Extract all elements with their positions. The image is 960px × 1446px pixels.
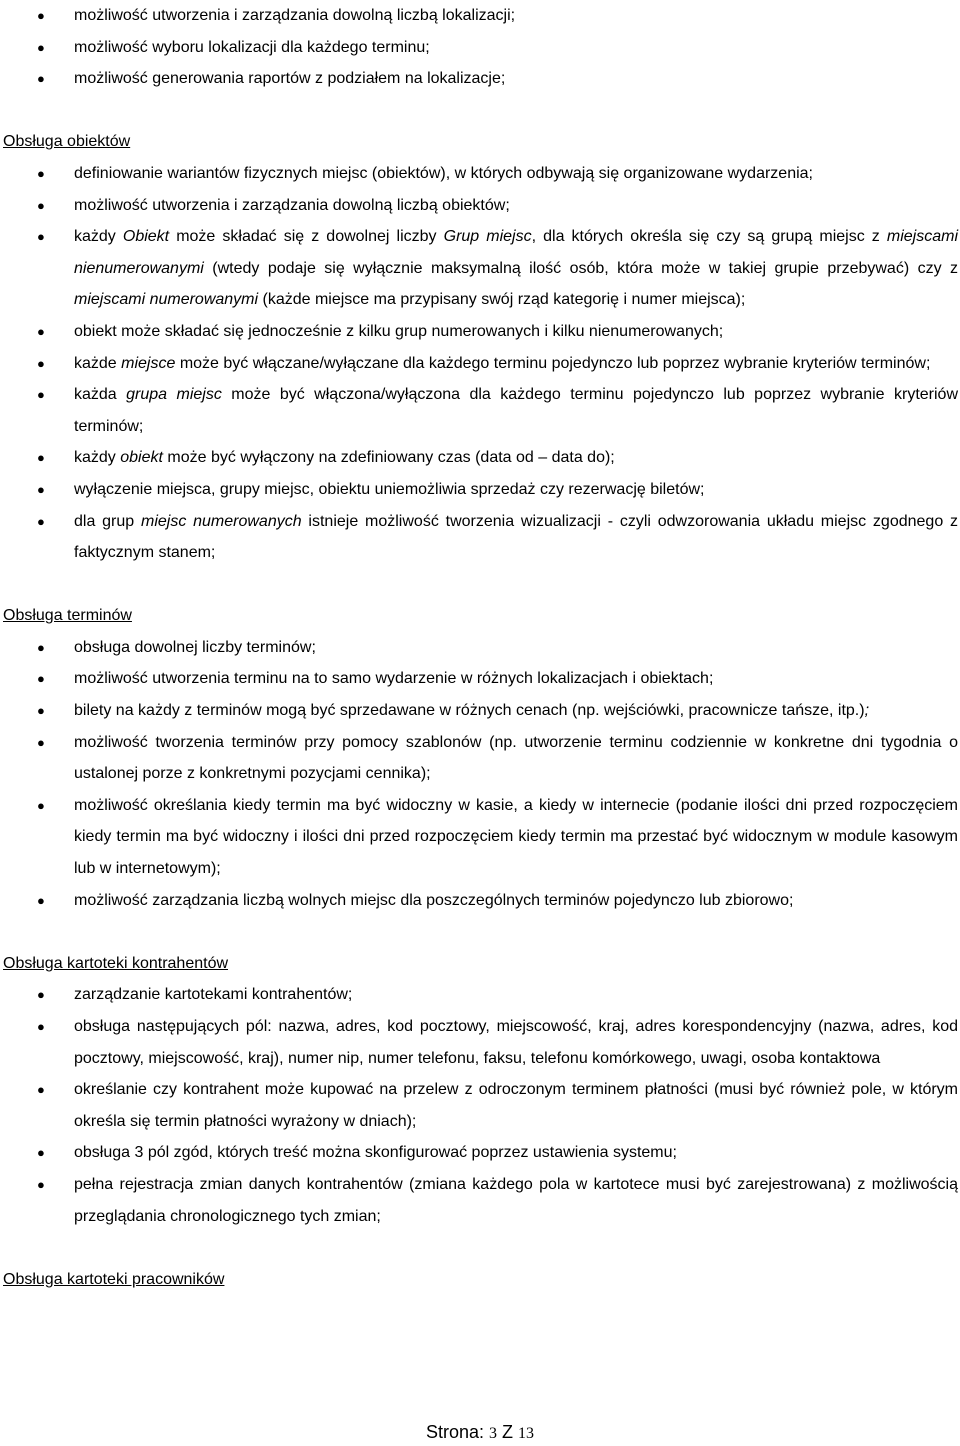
- list-item: [3, 1169, 958, 1232]
- list-item: [3, 348, 958, 380]
- list-item: [3, 506, 958, 569]
- italic-term: Obiekt: [122, 228, 170, 246]
- list-item: [3, 190, 958, 222]
- item-text: obsługa następujących pól: nazwa, adres, kod pocztowy, miejscowość, kraj, adres korespondencyjny (nazwa, adres, kod pocztowy, miejscowość, kraj), numer nip, numer telefonu, faksu, telefonu komórkowego, uwagi, osoba kontaktowa: [74, 1018, 958, 1067]
- bullet-icon: ●: [37, 71, 45, 87]
- item-text: obiekt może składać się jednocześnie z kilku grup numerowanych i kilku nienumerowanych;: [74, 322, 724, 340]
- item-text: zarządzanie kartotekami kontrahentów;: [74, 986, 353, 1004]
- bullet-icon: ●: [37, 1082, 45, 1098]
- list-item: [3, 1011, 958, 1074]
- bullet-list: [3, 0, 958, 95]
- item-text: (wtedy podaje się wyłącznie maksymalną ilość osób, która może w takiej grupie przebywać) czy z: [203, 259, 958, 277]
- footer-label: Strona:: [425, 1422, 490, 1442]
- section-gap: [3, 916, 958, 948]
- list-item: [3, 442, 958, 474]
- item-text: każda: [74, 386, 127, 404]
- italic-term: grupa miejsc: [126, 386, 222, 404]
- bullet-icon: ●: [37, 1019, 45, 1034]
- section-gap: [3, 1232, 958, 1264]
- item-text: każde: [74, 354, 122, 372]
- item-text: obsługa 3 pól zgód, których treść można skonfigurować poprzez ustawienia systemu;: [74, 1144, 677, 1162]
- italic-term: ;: [864, 702, 870, 720]
- item-text: może być włączane/wyłączane dla każdego terminu pojedynczo lub poprzez wybranie kryteriów terminów;: [175, 354, 931, 372]
- item-text: wyłączenie miejsca, grupy miejsc, obiektu uniemożliwia sprzedaż czy rezerwację biletów;: [74, 480, 705, 498]
- list-item: [3, 0, 958, 32]
- section-heading: Obsługa obiektów: [3, 133, 131, 151]
- bullet-list: [3, 158, 958, 569]
- list-item: [3, 379, 958, 442]
- item-text: obsługa dowolnej liczby terminów;: [74, 638, 316, 656]
- list-item: [3, 32, 958, 64]
- item-text: możliwość utworzenia i zarządzania dowolną liczbą obiektów;: [74, 196, 510, 214]
- list-item: [3, 221, 958, 316]
- item-text: definiowanie wariantów fizycznych miejsc (obiektów), w których odbywają się organizowane wydarzenia;: [74, 164, 813, 182]
- list-item: [3, 727, 958, 790]
- section-heading: Obsługa terminów: [3, 607, 132, 625]
- item-text: może składać się z dowolnej liczby: [169, 228, 444, 246]
- bullet-icon: ●: [37, 797, 45, 813]
- item-text: możliwość utworzenia i zarządzania dowolną liczbą lokalizacji;: [74, 7, 516, 24]
- list-item: [3, 1137, 958, 1169]
- page-footer: [0, 1420, 960, 1446]
- item-text: możliwość zarządzania liczbą wolnych miejsc dla poszczególnych terminów pojedynczo lub zbiorowo;: [74, 891, 794, 909]
- italic-term: miejsce: [121, 354, 176, 372]
- item-text: możliwość wyboru lokalizacji dla każdego terminu;: [74, 38, 430, 56]
- item-text: pełna rejestracja zmian danych kontrahentów (zmiana każdego pola w kartotece musi być zarejestrowana) z możliwością przeglądania chronologicznego tych zmian;: [74, 1175, 958, 1225]
- list-item: [3, 695, 958, 727]
- list-item: [3, 474, 958, 506]
- item-text: może być włączona/wyłączona dla każdego terminu pojedynczo lub poprzez wybranie kryteriów terminów;: [74, 386, 959, 435]
- list-item: [3, 632, 958, 664]
- bullet-icon: ●: [37, 734, 45, 750]
- item-text: każdy: [74, 228, 123, 246]
- section-gap: [3, 569, 958, 601]
- item-text: może być wyłączony na zdefiniowany czas (data od – data do);: [162, 449, 615, 467]
- bullet-icon: ●: [37, 639, 45, 655]
- item-text: określanie czy kontrahent może kupować na przelew z odroczonym terminem płatności (musi być również pole, w którym określa się termin płatności wyrażony w dniach);: [74, 1081, 958, 1130]
- footer-separator: Z: [497, 1422, 519, 1442]
- list-item: [3, 790, 958, 885]
- list-item: [3, 663, 958, 695]
- bullet-icon: ●: [37, 892, 45, 908]
- bullet-icon: ●: [37, 39, 45, 55]
- bullet-icon: ●: [37, 481, 45, 497]
- item-text: , dla których określa się czy są grupą miejsc z: [531, 228, 887, 246]
- bullet-list: [3, 979, 958, 1232]
- italic-term: obiekt: [120, 449, 163, 467]
- italic-term: miejsc numerowanych: [140, 512, 302, 530]
- item-text: istnieje możliwość tworzenia wizualizacji - czyli odwzorowania układu miejsc zgodnego z faktycznym stanem;: [74, 512, 959, 562]
- section-heading: Obsługa kartoteki pracowników: [3, 1270, 225, 1288]
- bullet-list: [3, 632, 958, 916]
- bullet-icon: ●: [37, 323, 45, 339]
- bullet-icon: ●: [37, 513, 45, 529]
- italic-term: miejscami nienumerowanymi: [74, 228, 959, 277]
- italic-term: miejscami numerowanymi: [74, 291, 259, 309]
- total-pages-number: 13: [518, 1425, 535, 1442]
- bullet-icon: ●: [37, 229, 45, 245]
- item-text: (każde miejsce ma przypisany swój rząd kategorię i numer miejsca);: [258, 291, 746, 309]
- bullet-icon: ●: [37, 1145, 45, 1161]
- bullet-icon: ●: [37, 387, 45, 403]
- document-page: [3, 0, 958, 1295]
- bullet-icon: ●: [37, 987, 45, 1003]
- bullet-icon: ●: [37, 1176, 45, 1192]
- list-item: [3, 63, 958, 95]
- bullet-icon: ●: [37, 165, 45, 181]
- bullet-icon: ●: [37, 450, 45, 466]
- bullet-icon: ●: [37, 8, 45, 23]
- section-heading: Obsługa kartoteki kontrahentów: [3, 954, 229, 972]
- item-text: każdy: [74, 449, 121, 467]
- item-text: możliwość określania kiedy termin ma być widoczny w kasie, a kiedy w internecie (podanie ilości dni przed rozpoczęciem kiedy termin ma być widoczny i ilości dni przed rozpoczęciem kiedy termin ma przestać być widocznym w module kasowym lub w internetowym);: [74, 796, 958, 878]
- item-text: możliwość tworzenia terminów przy pomocy szablonów (np. utworzenie terminu codziennie w konkretne dni tygodnia o ustalonej porze z konkretnymi pozycjami cennika);: [74, 733, 958, 783]
- list-item: [3, 1074, 958, 1137]
- list-item: [3, 979, 958, 1011]
- bullet-icon: ●: [37, 355, 45, 371]
- current-page-number: 3: [489, 1425, 498, 1442]
- list-item: [3, 158, 958, 190]
- item-text: bilety na każdy z terminów mogą być sprzedawane w różnych cenach (np. wejściówki, pracownicze tańsze, itp.): [74, 702, 865, 720]
- bullet-icon: ●: [37, 671, 45, 687]
- list-item: [3, 885, 958, 917]
- bullet-icon: ●: [37, 703, 45, 719]
- section-gap: [3, 95, 958, 127]
- italic-term: Grup miejsc: [443, 228, 532, 246]
- list-item: [3, 316, 958, 348]
- item-text: możliwość utworzenia terminu na to samo wydarzenie w różnych lokalizacjach i obiektach;: [74, 670, 714, 688]
- bullet-icon: ●: [37, 197, 45, 213]
- item-text: dla grup: [74, 512, 141, 530]
- item-text: możliwość generowania raportów z podziałem na lokalizacje;: [74, 70, 506, 88]
